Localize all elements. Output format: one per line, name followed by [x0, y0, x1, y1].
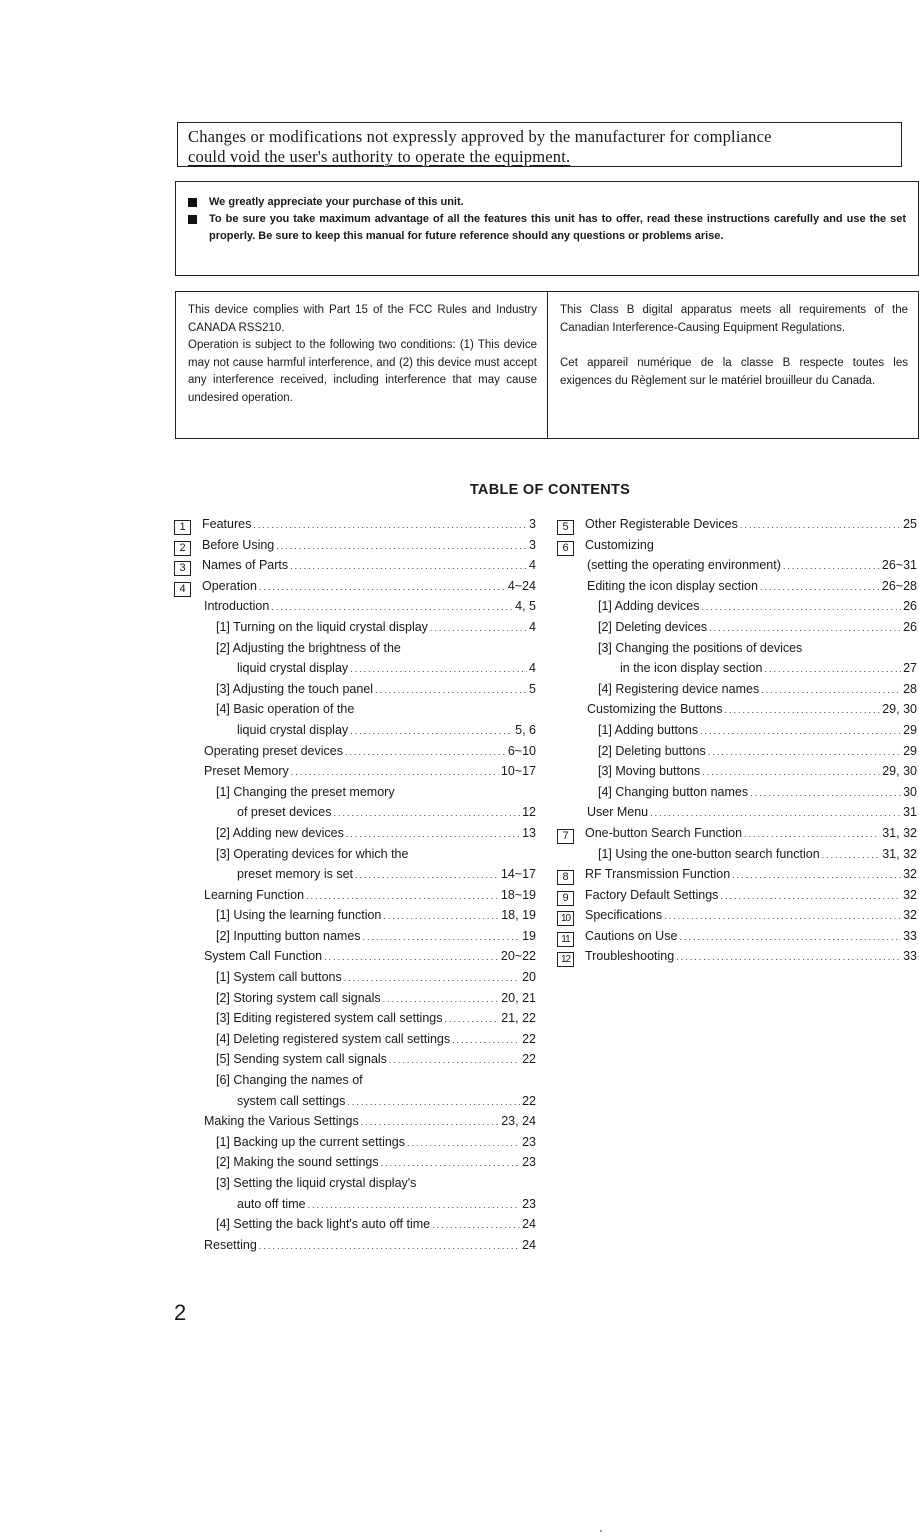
- toc-entry: [174, 1214, 536, 1235]
- toc-entry-page: 23: [522, 1134, 536, 1149]
- toc-entry-title: [1] Using the learning function: [216, 908, 382, 923]
- toc-entry-title: [1] Changing the preset memory: [216, 784, 395, 799]
- section-number-box: 8: [557, 870, 574, 885]
- section-number-box: 9: [557, 891, 574, 906]
- toc-entry-title: [1] Backing up the current settings: [216, 1134, 405, 1149]
- dot-leader: [271, 597, 513, 618]
- toc-entry-title: of preset devices: [237, 805, 332, 820]
- toc-left-column: [174, 514, 536, 1255]
- toc-entry-page: 31, 32: [882, 825, 917, 840]
- toc-right-column: [557, 514, 917, 967]
- toc-entry: [174, 741, 536, 762]
- toc-entry: [174, 576, 536, 597]
- dot-leader: [276, 536, 527, 557]
- dot-leader: [350, 659, 527, 680]
- compliance-warning-box: [177, 122, 902, 167]
- toc-entry-title: [2] Inputting button names: [216, 928, 361, 943]
- toc-entry: [174, 1111, 536, 1132]
- dot-leader: [324, 947, 499, 968]
- toc-entry-title: Preset Memory: [204, 764, 289, 779]
- dot-leader: [750, 783, 901, 804]
- toc-entry-title: in the icon display section: [620, 661, 763, 676]
- toc-entry-title: System Call Function: [204, 949, 323, 964]
- toc-entry-page: 14~17: [500, 867, 536, 882]
- toc-entry: [174, 761, 536, 782]
- toc-entry-title: Features: [202, 517, 252, 531]
- toc-entry: [557, 576, 917, 597]
- toc-entry-page: 29: [903, 722, 917, 737]
- toc-entry: [174, 1091, 536, 1112]
- dot-leader: [650, 803, 901, 824]
- toc-entry: [174, 1008, 536, 1029]
- dot-leader: [389, 1050, 520, 1071]
- toc-entry-page: 24: [522, 1217, 536, 1232]
- toc-entry: [174, 1152, 536, 1173]
- dot-leader: [259, 577, 506, 598]
- toc-entry: [557, 782, 917, 803]
- toc-entry-title: [1] Adding buttons: [598, 722, 699, 737]
- toc-entry-title: Editing the icon display section: [587, 578, 758, 593]
- toc-entry-page: 20~22: [500, 949, 536, 964]
- toc-entry: [557, 638, 917, 659]
- dot-leader: [383, 989, 500, 1010]
- toc-entry-page: 31, 32: [882, 846, 917, 861]
- toc-entry-title: [1] System call buttons: [216, 970, 342, 985]
- toc-entry: [174, 823, 536, 844]
- toc-entry-page: 4: [529, 661, 536, 676]
- dot-leader: [259, 1236, 520, 1257]
- toc-entry-page: 29, 30: [882, 764, 917, 779]
- dot-leader: [363, 927, 521, 948]
- dot-leader: [383, 906, 499, 927]
- toc-entry: [557, 844, 917, 865]
- toc-entry-page: 22: [522, 1052, 536, 1067]
- toc-entry-title: preset memory is set: [237, 867, 354, 882]
- toc-entry-title: Specifications: [585, 908, 663, 923]
- toc-entry-page: 18, 19: [501, 908, 536, 923]
- toc-entry-page: 5: [529, 681, 536, 696]
- section-number-box: 10: [557, 911, 574, 926]
- toc-entry: [557, 535, 917, 556]
- dot-leader: [430, 618, 527, 639]
- toc-entry: [557, 679, 917, 700]
- toc-entry-page: 26~28: [881, 578, 917, 593]
- toc-entry-page: 23, 24: [501, 1114, 536, 1129]
- toc-entry: [174, 967, 536, 988]
- toc-entry-page: 26: [903, 599, 917, 614]
- toc-entry-page: 28: [903, 681, 917, 696]
- toc-entry-title: [3] Moving buttons: [598, 764, 701, 779]
- toc-entry: [557, 555, 917, 576]
- toc-entry: [174, 535, 536, 556]
- toc-entry-page: 3: [529, 537, 536, 552]
- toc-entry: [557, 946, 917, 967]
- square-bullet-icon: [188, 198, 197, 207]
- toc-entry: [174, 844, 536, 865]
- toc-entry-title: system call settings: [237, 1093, 346, 1108]
- toc-entry-title: Factory Default Settings: [585, 887, 719, 902]
- section-number-box: 7: [557, 829, 574, 844]
- toc-entry-title: Operating preset devices: [204, 743, 343, 758]
- dot-leader: [740, 515, 901, 536]
- toc-entry-page: 22: [522, 1031, 536, 1046]
- toc-entry-page: 32: [903, 887, 917, 902]
- toc-entry-title: Customizing the Buttons: [587, 702, 723, 717]
- toc-entry-title: [4] Setting the back light's auto off time: [216, 1217, 431, 1232]
- toc-entry-title: [3] Operating devices for which the: [216, 846, 409, 861]
- toc-entry-title: Resetting: [204, 1237, 257, 1252]
- toc-entry: [174, 617, 536, 638]
- dot-leader: [361, 1112, 500, 1133]
- dot-leader: [708, 742, 901, 763]
- section-number-box: 12: [557, 952, 574, 967]
- fcc-right-column: [548, 292, 918, 438]
- toc-entry: [557, 514, 917, 535]
- toc-entry-title: [2] Adding new devices: [216, 825, 344, 840]
- toc-entry: [174, 1049, 536, 1070]
- toc-entry-title: [4] Changing button names: [598, 784, 749, 799]
- dot-leader: [452, 1030, 520, 1051]
- scan-speck: [600, 1530, 602, 1532]
- dot-leader: [700, 721, 901, 742]
- toc-entry-page: 10~17: [500, 764, 536, 779]
- toc-entry-title: liquid crystal display: [237, 722, 349, 737]
- dot-leader: [290, 556, 527, 577]
- toc-entry-page: 23: [522, 1196, 536, 1211]
- toc-entry-title: liquid crystal display: [237, 661, 349, 676]
- section-number-box: 2: [174, 541, 191, 556]
- toc-entry-page: 30: [903, 784, 917, 799]
- dot-leader: [725, 700, 881, 721]
- toc-entry-page: 24: [522, 1237, 536, 1252]
- toc-entry: [174, 555, 536, 576]
- dot-leader: [291, 762, 499, 783]
- toc-entry: [557, 926, 917, 947]
- warning-line-2: could void the user's authority to operate the equipment.: [188, 147, 571, 166]
- toc-entry-title: [1] Using the one-button search function: [598, 846, 820, 861]
- toc-entry: [174, 1194, 536, 1215]
- toc-entry-title: [6] Changing the names of: [216, 1073, 363, 1088]
- toc-entry: [174, 1132, 536, 1153]
- toc-entry: [174, 802, 536, 823]
- toc-entry: [557, 741, 917, 762]
- toc-entry: [557, 617, 917, 638]
- dot-leader: [764, 659, 901, 680]
- toc-entry-page: 26~31: [881, 558, 917, 573]
- fcc-left-column: [176, 292, 548, 438]
- dot-leader: [253, 515, 527, 536]
- toc-entry: [557, 905, 917, 926]
- toc-entry-page: 18~19: [500, 887, 536, 902]
- dot-leader: [355, 865, 499, 886]
- toc-entry-page: 33: [903, 928, 917, 943]
- section-number-box: 5: [557, 520, 574, 535]
- dot-leader: [346, 824, 520, 845]
- section-number-box: 11: [557, 932, 574, 947]
- toc-entry-title: Customizing: [585, 537, 654, 552]
- dot-leader: [308, 1195, 521, 1216]
- fcc-conditions-text: Operation is subject to the following two conditions: (1) This device may not cause harmful interference, and (2) this device must accept any interference received, including interference that may cause undesired operation.: [188, 339, 537, 404]
- dot-leader: [432, 1215, 520, 1236]
- toc-entry: [174, 1029, 536, 1050]
- toc-entry-title: [3] Setting the liquid crystal display's: [216, 1176, 417, 1190]
- toc-entry-page: 4: [529, 558, 536, 573]
- toc-entry-page: 20: [522, 970, 536, 985]
- page-number: 2: [174, 1300, 187, 1325]
- toc-entry-title: Troubleshooting: [585, 949, 675, 964]
- dot-leader: [822, 845, 881, 866]
- dot-leader: [783, 556, 880, 577]
- toc-entry-title: Names of Parts: [202, 558, 289, 573]
- toc-entry-title: [2] Storing system call signals: [216, 990, 381, 1005]
- appreciation-text-1: We greatly appreciate your purchase of this unit.: [209, 196, 464, 208]
- toc-entry: [557, 802, 917, 823]
- toc-entry-page: 32: [903, 867, 917, 882]
- dot-leader: [760, 577, 880, 598]
- toc-entry: [557, 761, 917, 782]
- dot-leader: [347, 1092, 520, 1113]
- appreciation-bullet-2: [186, 211, 906, 245]
- canada-english-text: This Class B digital apparatus meets all requirements of the Canadian Interference-Causing Equipment Regulations.: [560, 304, 908, 334]
- toc-entry: [174, 782, 536, 803]
- dot-leader: [445, 1009, 500, 1030]
- toc-entry-title: [1] Turning on the liquid crystal display: [216, 619, 428, 634]
- dot-leader: [732, 865, 901, 886]
- appreciation-box: [175, 181, 919, 276]
- toc-entry: [174, 514, 536, 535]
- dot-leader: [679, 927, 901, 948]
- toc-entry-title: [5] Sending system call signals: [216, 1052, 387, 1067]
- toc-entry-page: 21, 22: [501, 1011, 536, 1026]
- toc-entry: [557, 699, 917, 720]
- toc-entry: [174, 699, 536, 720]
- toc-entry-title: Before Using: [202, 537, 275, 552]
- toc-entry: [557, 720, 917, 741]
- dot-leader: [350, 721, 513, 742]
- toc-entry-page: 33: [903, 949, 917, 964]
- toc-entry: [174, 926, 536, 947]
- square-bullet-icon: [188, 215, 197, 224]
- toc-entry-title: [3] Editing registered system call settings: [216, 1011, 443, 1026]
- toc-entry-title: RF Transmission Function: [585, 867, 731, 882]
- dot-leader: [375, 680, 527, 701]
- toc-entry-page: 4, 5: [515, 599, 536, 614]
- toc-entry-title: [4] Basic operation of the: [216, 702, 355, 717]
- toc-entry-title: [2] Adjusting the brightness of the: [216, 640, 401, 655]
- toc-entry: [174, 946, 536, 967]
- toc-entry-title: One-button Search Function: [585, 825, 743, 840]
- toc-entry: [174, 596, 536, 617]
- dot-leader: [701, 597, 901, 618]
- toc-entry-page: 26: [903, 619, 917, 634]
- appreciation-bullet-1: [186, 194, 906, 211]
- toc-entry-title: [4] Registering device names: [598, 681, 760, 696]
- toc-entry-title: Operation: [202, 578, 257, 593]
- toc-entry-title: Other Registerable Devices: [585, 517, 738, 531]
- toc-entry: [557, 885, 917, 906]
- toc-entry-page: 29, 30: [882, 702, 917, 717]
- toc-entry: [174, 864, 536, 885]
- toc-entry-page: 20, 21: [501, 990, 536, 1005]
- dot-leader: [709, 618, 901, 639]
- toc-entry-title: [1] Adding devices: [598, 599, 700, 614]
- toc-entry-title: [3] Changing the positions of devices: [598, 640, 803, 655]
- section-number-box: 1: [174, 520, 191, 535]
- toc-entry-title: [2] Making the sound settings: [216, 1155, 379, 1170]
- toc-entry-title: (setting the operating environment): [587, 558, 781, 573]
- toc-entry: [557, 864, 917, 885]
- toc-entry-page: 4~24: [507, 578, 536, 593]
- toc-entry: [557, 823, 917, 844]
- toc-entry-page: 27: [903, 661, 917, 676]
- dot-leader: [334, 803, 521, 824]
- dot-leader: [344, 968, 520, 989]
- dot-leader: [345, 742, 506, 763]
- dot-leader: [407, 1133, 520, 1154]
- dot-leader: [306, 886, 499, 907]
- toc-entry: [174, 1070, 536, 1091]
- toc-entry: [174, 885, 536, 906]
- section-number-box: 6: [557, 541, 574, 556]
- toc-title: TABLE OF CONTENTS: [469, 482, 631, 498]
- toc-entry-page: 23: [522, 1155, 536, 1170]
- toc-entry: [174, 720, 536, 741]
- toc-entry-title: [2] Deleting buttons: [598, 743, 706, 758]
- dot-leader: [702, 762, 880, 783]
- toc-entry-page: 22: [522, 1093, 536, 1108]
- toc-entry-page: 6~10: [507, 743, 536, 758]
- toc-entry: [174, 679, 536, 700]
- toc-entry-page: 12: [522, 805, 536, 820]
- toc-entry: [174, 1235, 536, 1256]
- toc-entry: [557, 658, 917, 679]
- toc-entry-title: User Menu: [587, 805, 649, 820]
- toc-entry-page: 32: [903, 908, 917, 923]
- toc-entry-title: auto off time: [237, 1196, 306, 1211]
- appreciation-text-2: To be sure you take maximum advantage of all the features this unit has to offer, read these instructions carefully and use the set properly. Be sure to keep this manual for future reference should any questions or problems arise.: [209, 213, 906, 242]
- dot-leader: [664, 906, 901, 927]
- toc-entry-page: 31: [903, 805, 917, 820]
- toc-entry: [174, 638, 536, 659]
- toc-entry-title: Learning Function: [204, 887, 305, 902]
- dot-leader: [720, 886, 901, 907]
- warning-line-1: Changes or modifications not expressly approved by the manufacturer for compliance: [188, 127, 772, 146]
- toc-entry: [174, 658, 536, 679]
- toc-entry-page: 4: [529, 619, 536, 634]
- toc-entry: [174, 905, 536, 926]
- fcc-compliance-box: [175, 291, 919, 439]
- toc-entry-page: 3: [529, 517, 536, 531]
- dot-leader: [381, 1153, 520, 1174]
- toc-entry-page: 25: [903, 517, 917, 531]
- toc-entry-title: Cautions on Use: [585, 928, 678, 943]
- toc-entry-title: Making the Various Settings: [204, 1114, 359, 1129]
- toc-entry-page: 29: [903, 743, 917, 758]
- section-number-box: 4: [174, 582, 191, 597]
- toc-entry: [557, 596, 917, 617]
- canada-french-text: Cet appareil numérique de la classe B respecte toutes les exigences du Règlement sur le matériel brouilleur du Canada.: [560, 357, 908, 387]
- section-number-box: 3: [174, 561, 191, 576]
- toc-entry-title: [4] Deleting registered system call settings: [216, 1031, 451, 1046]
- fcc-rules-text: This device complies with Part 15 of the FCC Rules and Industry CANADA RSS210.: [188, 304, 537, 334]
- dot-leader: [761, 680, 901, 701]
- toc-entry-page: 5, 6: [515, 722, 536, 737]
- dot-leader: [676, 947, 901, 968]
- toc-entry-title: Introduction: [204, 599, 270, 614]
- toc-entry-title: [2] Deleting devices: [598, 619, 708, 634]
- toc-entry: [174, 988, 536, 1009]
- toc-entry-page: 19: [522, 928, 536, 943]
- toc-entry-page: 13: [522, 825, 536, 840]
- toc-entry: [174, 1173, 536, 1194]
- toc-entry-title: [3] Adjusting the touch panel: [216, 681, 374, 696]
- dot-leader: [744, 824, 880, 845]
